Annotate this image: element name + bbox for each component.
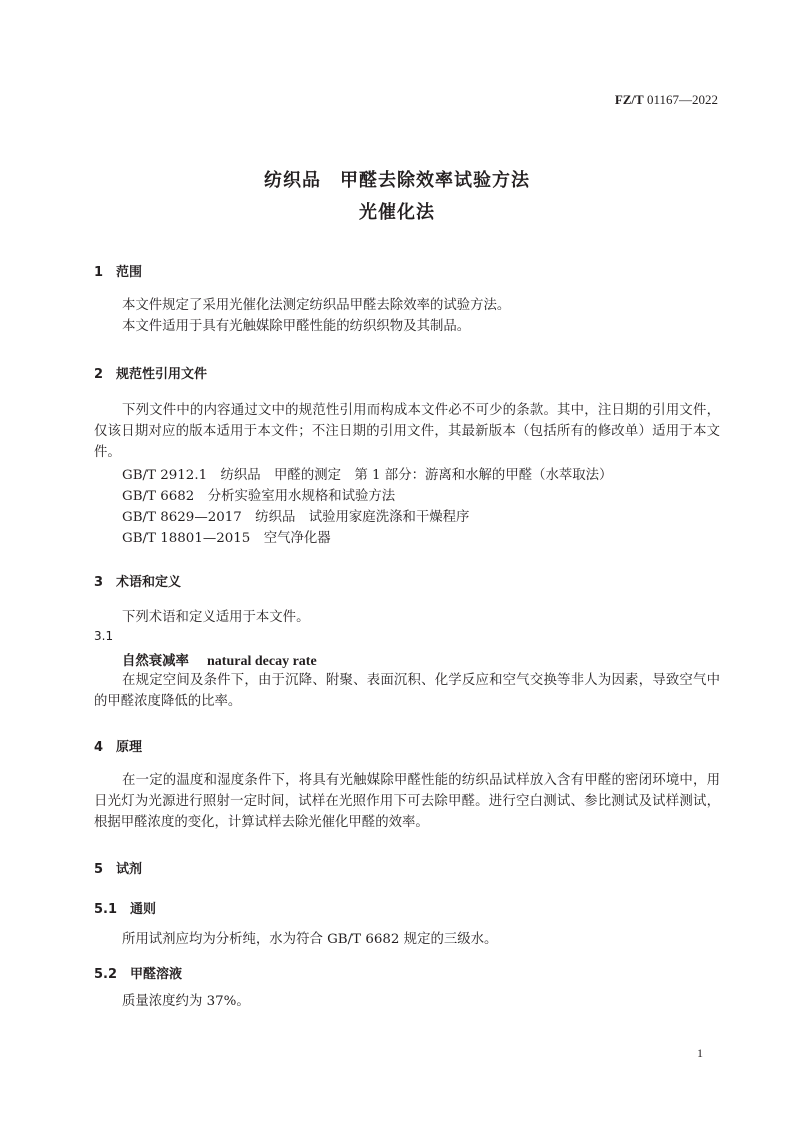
section-4-paragraph: 在一定的温度和湿度条件下，将具有光触媒除甲醛性能的纺织品试样放入含有甲醛的密闭环境中，用日光灯为光源进行照射一定时间，试样在光照作用下可去除甲醛。进行空白测试、参比测试及试样测试，根据甲醛浓度的变化，计算试样去除光催化甲醛的效率。: [94, 773, 720, 830]
term-title: 自然衰减率 natural decay rate: [122, 653, 317, 669]
section-5-1-heading: 5.1 通则: [94, 902, 157, 917]
section-5-1-text: 所用试剂应均为分析纯，水为符合 GB/T 6682 规定的三级水。: [122, 932, 498, 947]
section-3-paragraph: 下列术语和定义适用于本文件。: [122, 610, 310, 625]
section-4-heading: 4 原理: [94, 740, 143, 755]
document-title: 纺织品 甲醛去除效率试验方法: [264, 170, 530, 191]
section-2-paragraph: 下列文件中的内容通过文中的规范性引用而构成本文件必不可少的条款。其中，注日期的引用文件，仅该日期对应的版本适用于本文件；不注日期的引用文件，其最新版本（包括所有的修改单）适用于本文件。: [94, 403, 720, 460]
section-5-2-heading: 5.2 甲醛溶液: [94, 967, 183, 982]
reference-item: GB/T 8629—2017 纺织品 试验用家庭洗涤和干燥程序: [122, 510, 470, 525]
page-number: 1: [697, 1046, 703, 1060]
reference-item: GB/T 6682 分析实验室用水规格和试验方法: [122, 489, 396, 504]
section-3-heading: 3 术语和定义: [94, 575, 182, 590]
term-definition: 在规定空间及条件下，由于沉降、附聚、表面沉积、化学反应和空气交换等非人为因素，导致空气中的甲醛浓度降低的比率。: [94, 673, 720, 709]
section-1-paragraph: 本文件规定了采用光催化法测定纺织品甲醛去除效率的试验方法。: [122, 298, 511, 313]
section-2-heading: 2 规范性引用文件: [94, 367, 208, 382]
section-5-heading: 5 试剂: [94, 862, 143, 877]
reference-item: GB/T 2912.1 纺织品 甲醛的测定 第 1 部分：游离和水解的甲醛（水萃取法）: [122, 468, 613, 483]
section-5-2-text: 质量浓度约为 37%。: [122, 994, 250, 1009]
section-1-heading: 1 范围: [94, 265, 143, 280]
section-1-paragraph: 本文件适用于具有光触媒除甲醛性能的纺织织物及其制品。: [122, 319, 471, 334]
reference-item: GB/T 18801—2015 空气净化器: [122, 531, 331, 546]
standard-code: FZ/T 01167—2022: [614, 92, 718, 107]
document-subtitle: 光催化法: [359, 202, 435, 223]
term-number: 3.1: [94, 629, 114, 643]
